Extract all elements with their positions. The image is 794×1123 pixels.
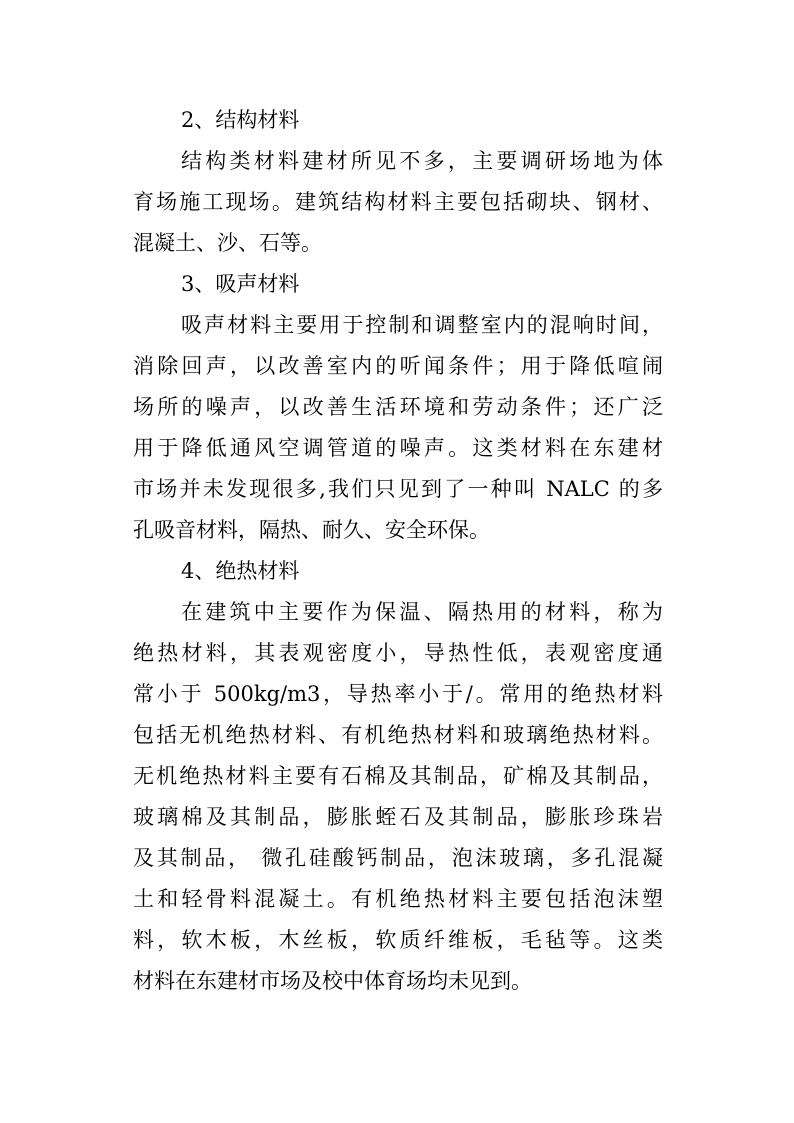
paragraph-line: 在建筑中主要作为保温、隔热用的材料，称为 (181, 600, 663, 624)
paragraph-line: 消除回声，以改善室内的听闻条件；用于降低喧闹 (133, 354, 663, 378)
paragraph-line: 育场施工现场。建筑结构材料主要包括砌块、钢材、 (133, 190, 663, 214)
paragraph-line: 及其制品， 微孔硅酸钙制品，泡沫玻璃，多孔混凝 (133, 846, 663, 870)
section-heading: 2、结构材料 (181, 108, 300, 132)
paragraph-line: 包括无机绝热材料、有机绝热材料和玻璃绝热材料。 (133, 723, 663, 747)
paragraph-line: 玻璃棉及其制品，膨胀蛭石及其制品，膨胀珍珠岩 (133, 805, 663, 829)
section-heading: 4、绝热材料 (181, 559, 300, 583)
paragraph-line: 结构类材料建材所见不多，主要调研场地为体 (181, 149, 663, 173)
paragraph-line: 市场并未发现很多,我们只见到了一种叫 NALC 的多 (133, 477, 663, 501)
paragraph-line: 场所的噪声，以改善生活环境和劳动条件；还广泛 (133, 395, 663, 419)
paragraph-line: 材料在东建材市场及校中体育场均未见到。 (133, 969, 532, 993)
paragraph-line: 孔吸音材料，隔热、耐久、安全环保。 (133, 518, 490, 542)
paragraph-line: 料，软木板，木丝板，软质纤维板，毛毡等。这类 (133, 928, 663, 952)
paragraph-line: 土和轻骨料混凝土。有机绝热材料主要包括泡沫塑 (133, 887, 663, 911)
paragraph-line: 常小于 500kg/m3，导热率小于/。常用的绝热材料 (133, 682, 663, 706)
paragraph-line: 用于降低通风空调管道的噪声。这类材料在东建材 (133, 436, 663, 460)
section-heading: 3、吸声材料 (181, 272, 300, 296)
document-body (133, 100, 663, 1002)
paragraph-line: 混凝土、沙、石等。 (133, 231, 322, 255)
paragraph-line: 无机绝热材料主要有石棉及其制品，矿棉及其制品， (133, 764, 663, 788)
paragraph-line: 吸声材料主要用于控制和调整室内的混响时间， (181, 313, 663, 337)
paragraph-line: 绝热材料，其表观密度小，导热性低，表观密度通 (133, 641, 663, 665)
